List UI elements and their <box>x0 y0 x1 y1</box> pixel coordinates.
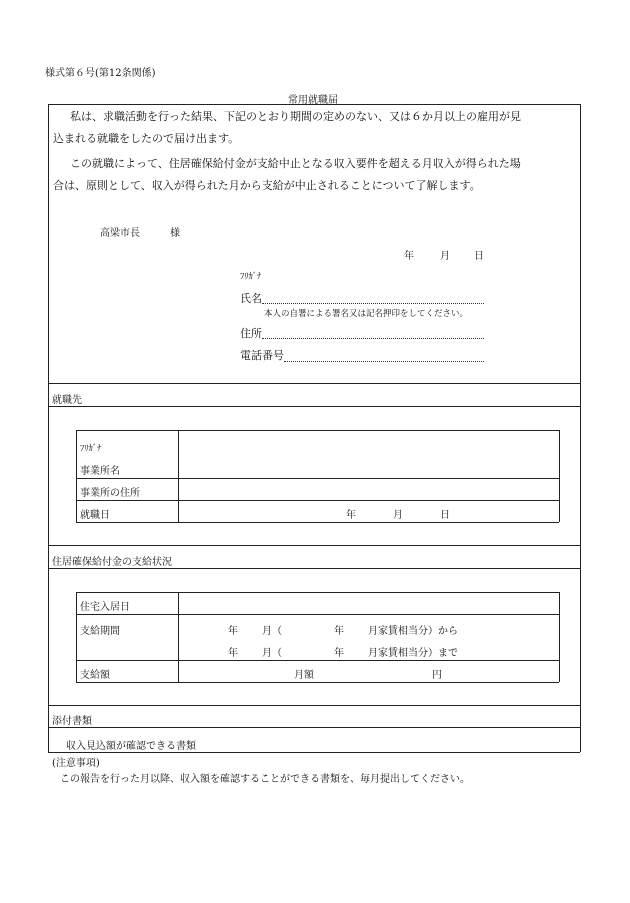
section-divider <box>48 568 580 569</box>
declaration-line-1: 私は、求職活動を行った結果、下記のとおり期間の定めのない、又は６か月以上の雇用が見 <box>70 110 521 123</box>
benefit-table-left <box>76 592 77 682</box>
employment-table-left <box>76 430 77 522</box>
move-in-date-label: 住宅入居日 <box>80 602 130 613</box>
section-divider <box>48 406 580 407</box>
frame-bottom <box>48 752 580 753</box>
office-name-label: 事業所名 <box>80 466 120 477</box>
period-row1-year2: 年 <box>334 626 344 637</box>
applicant-address-label: 住所 <box>240 327 262 340</box>
applicant-name-field[interactable] <box>262 303 484 304</box>
employment-table-top <box>76 430 559 431</box>
yen-label: 円 <box>432 670 442 681</box>
notes-text: この報告を行った月以降、収入額を確認することができる書類を、毎月提出してください。 <box>60 774 470 785</box>
employment-table-right <box>559 430 560 522</box>
employment-table-row-line <box>76 500 559 501</box>
benefit-table-col-divider <box>178 592 179 682</box>
benefit-table-row-line <box>76 614 559 615</box>
start-date-month-label: 月 <box>393 510 403 521</box>
applicant-phone-field[interactable] <box>284 361 484 362</box>
benefit-section-label: 住居確保給付金の支給状況 <box>52 557 172 568</box>
office-address-label: 事業所の住所 <box>80 488 140 499</box>
period-row2-rent-note: 月家賃相当分）まで <box>368 648 458 659</box>
declaration-line-2: 込まれる就職をしたので届け出ます。 <box>53 132 240 145</box>
section-divider <box>48 705 580 706</box>
addressee-honorific: 様 <box>170 228 180 239</box>
period-label: 支給期間 <box>80 626 120 637</box>
period-row1-month: 月（ <box>262 626 282 637</box>
benefit-table-right <box>559 592 560 682</box>
applicant-name-label: 氏名 <box>240 292 262 305</box>
applicant-address-field[interactable] <box>262 338 484 339</box>
employment-section-label: 就職先 <box>52 395 82 406</box>
period-row2-year2: 年 <box>334 648 344 659</box>
notes-heading: (注意事項) <box>52 758 100 769</box>
attachment-item: 収入見込額が確認できる書類 <box>66 741 196 752</box>
benefit-table-row-line <box>76 660 559 661</box>
start-date-year-label: 年 <box>346 510 356 521</box>
period-row2-month: 月（ <box>262 648 282 659</box>
form-title: 常用就職届 <box>288 95 338 106</box>
declaration-line-3: この就職によって、住居確保給付金が支給中止となる収入要件を超える月収入が得られた場 <box>70 157 521 170</box>
signature-note: 本人の自署による署名又は記名押印をしてください。 <box>264 309 469 319</box>
form-number: 様式第６号(第12条関係) <box>45 68 156 79</box>
period-row1-rent-note: 月家賃相当分）から <box>368 626 458 637</box>
frame-left <box>48 104 49 752</box>
date-year-label: 年 <box>404 251 414 262</box>
employment-table-bottom <box>76 522 559 523</box>
frame-right <box>580 104 581 752</box>
period-row2-year: 年 <box>228 648 238 659</box>
section-divider <box>48 383 580 384</box>
date-month-label: 月 <box>440 251 450 262</box>
declaration-line-4: 合は、原則として、収入が得られた月から支給が中止されることについて了解します。 <box>53 179 481 192</box>
attachments-section-label: 添付書類 <box>52 716 92 727</box>
applicant-phone-label: 電話番号 <box>240 349 284 362</box>
benefit-table-top <box>76 592 559 593</box>
start-date-day-label: 日 <box>440 510 450 521</box>
date-day-label: 日 <box>474 251 484 262</box>
employment-table-row-line <box>76 478 559 479</box>
applicant-furigana-label: ﾌﾘｶﾞﾅ <box>240 272 262 282</box>
office-furigana-label: ﾌﾘｶﾞﾅ <box>80 444 102 454</box>
start-date-label: 就職日 <box>80 510 110 521</box>
monthly-label: 月額 <box>294 670 314 681</box>
benefit-table-bottom <box>76 682 559 683</box>
employment-table-col-divider <box>178 430 179 522</box>
amount-label: 支給額 <box>80 670 110 681</box>
addressee-name: 高梁市長 <box>100 228 140 239</box>
section-divider <box>48 727 580 728</box>
section-divider <box>48 545 580 546</box>
frame-top <box>48 104 580 105</box>
period-row1-year: 年 <box>228 626 238 637</box>
